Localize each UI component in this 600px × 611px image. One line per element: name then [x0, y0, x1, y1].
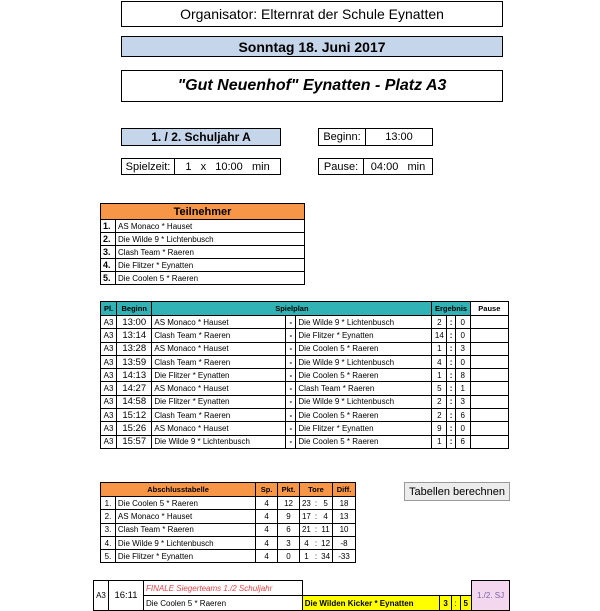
participant-row: [101, 246, 305, 259]
participant-row: [101, 259, 305, 272]
match-score-sep: :: [447, 355, 456, 368]
standings-team: Clash Team * Raeren: [115, 523, 255, 536]
participant-name: Clash Team * Raeren: [116, 246, 305, 259]
participant-row: [101, 220, 305, 233]
match-home: AS Monaco * Hauset: [152, 382, 286, 395]
final-score-sep: :: [451, 596, 460, 611]
match-dash: -: [286, 409, 296, 422]
match-goals-home: 4: [432, 355, 447, 368]
match-dash: -: [286, 329, 296, 342]
start-value-text: 13:00: [385, 131, 413, 143]
standings-rank: 5.: [101, 550, 116, 563]
match-row: [101, 435, 509, 448]
organizer-banner: [121, 1, 503, 27]
standings-goals-against: 4: [319, 510, 332, 523]
participants-title: Teilnehmer: [101, 204, 305, 220]
match-time: 15:12: [117, 409, 152, 422]
match-dash: -: [286, 342, 296, 355]
standings-goals-for: 21: [299, 523, 312, 536]
pause-label-text: Pause:: [323, 160, 359, 173]
pause-label: [318, 158, 364, 175]
match-goals-away: 8: [455, 369, 470, 382]
standings-points: 3: [278, 536, 300, 549]
standings-rank: 4.: [101, 536, 116, 549]
match-pitch: A3: [101, 382, 117, 395]
col-pkt: Pkt.: [278, 483, 300, 497]
col-pl: Pl.: [101, 302, 117, 316]
standings-diff: 18: [333, 497, 356, 510]
match-away: Die Flitzer * Eynatten: [296, 329, 432, 342]
match-pause: [470, 435, 508, 448]
start-value: [365, 128, 433, 146]
match-home: Clash Team * Raeren: [152, 409, 286, 422]
participant-name: Die Wilde 9 * Lichtenbusch: [116, 233, 305, 246]
standings-goals-against: 5: [319, 497, 332, 510]
venue-banner: [121, 70, 503, 102]
standings-team: Die Flitzer * Eynatten: [115, 550, 255, 563]
final-time: 16:11: [109, 581, 144, 611]
match-home: AS Monaco * Hauset: [152, 422, 286, 435]
match-dash: -: [286, 435, 296, 448]
date-text: Sonntag 18. Juni 2017: [238, 38, 386, 55]
match-pause: [470, 395, 508, 408]
col-ergebnis: Ergebnis: [432, 302, 470, 316]
match-pause: [470, 422, 508, 435]
match-pitch: A3: [101, 422, 117, 435]
match-goals-home: 1: [432, 342, 447, 355]
final-score-home: 3: [440, 596, 451, 611]
match-row: [101, 316, 509, 329]
match-pause: [470, 409, 508, 422]
match-away: Die Wilde 9 * Lichtenbusch: [296, 395, 432, 408]
final-note: 1./2. SJ: [472, 581, 510, 611]
match-pause: [470, 355, 508, 368]
match-goals-home: 9: [432, 422, 447, 435]
match-score-sep: :: [447, 409, 456, 422]
match-score-sep: :: [447, 342, 456, 355]
col-pause: Pause: [470, 302, 508, 316]
match-pause: [470, 382, 508, 395]
match-goals-home: 1: [432, 369, 447, 382]
standings-row: [101, 523, 356, 536]
participant-row: [101, 233, 305, 246]
match-score-sep: :: [447, 316, 456, 329]
match-dash: -: [286, 316, 296, 329]
match-row: [101, 409, 509, 422]
match-time: 14:58: [117, 395, 152, 408]
match-goals-away: 3: [455, 395, 470, 408]
col-spielplan: Spielplan: [152, 302, 432, 316]
pause-value: [363, 158, 433, 175]
match-pause: [470, 369, 508, 382]
match-goals-away: 0: [455, 316, 470, 329]
standings-team: Die Coolen 5 * Raeren: [115, 497, 255, 510]
standings-played: 4: [256, 550, 278, 563]
final-pl: A3: [94, 581, 109, 611]
calculate-tables-button[interactable]: [404, 482, 510, 501]
match-time: 15:26: [117, 422, 152, 435]
standings-goals-for: 4: [299, 536, 312, 549]
match-away: Die Coolen 5 * Raeren: [296, 369, 432, 382]
match-goals-away: 6: [455, 409, 470, 422]
standings-diff: -33: [333, 550, 356, 563]
col-sp: Sp.: [256, 483, 278, 497]
match-home: AS Monaco * Hauset: [152, 342, 286, 355]
match-pitch: A3: [101, 435, 117, 448]
playtime-label-text: Spielzeit:: [125, 160, 171, 173]
match-dash: -: [286, 382, 296, 395]
standings-diff: 10: [333, 523, 356, 536]
standings-diff: 13: [333, 510, 356, 523]
match-pause: [470, 329, 508, 342]
standings-row: [101, 510, 356, 523]
standings-table: [100, 482, 356, 563]
match-away: Die Coolen 5 * Raeren: [296, 342, 432, 355]
match-home: AS Monaco * Hauset: [152, 316, 286, 329]
match-row: [101, 342, 509, 355]
match-goals-home: 2: [432, 409, 447, 422]
venue-text: "Gut Neuenhof" Eynatten - Platz A3: [177, 77, 447, 94]
match-row: [101, 382, 509, 395]
match-pitch: A3: [101, 409, 117, 422]
standings-row: [101, 497, 356, 510]
standings-points: 6: [278, 523, 300, 536]
standings-goals-against: 34: [319, 550, 332, 563]
match-time: 15:57: [117, 435, 152, 448]
match-pitch: A3: [101, 369, 117, 382]
match-score-sep: :: [447, 369, 456, 382]
standings-diff: -8: [333, 536, 356, 549]
standings-goals-for: 23: [299, 497, 312, 510]
match-goals-away: 0: [455, 355, 470, 368]
match-away: Clash Team * Raeren: [296, 382, 432, 395]
organizer-text: Organisator: Elternrat der Schule Eynatten: [180, 6, 444, 22]
final-title: FINALE Siegerteams 1./2 Schuljahr: [144, 581, 303, 596]
standings-played: 4: [256, 536, 278, 549]
match-time: 14:13: [117, 369, 152, 382]
participant-number: 4.: [101, 259, 116, 272]
standings-row: [101, 550, 356, 563]
match-pitch: A3: [101, 316, 117, 329]
final-table: [93, 580, 510, 611]
final-away: Die Wilden Kicker * Eynatten: [302, 596, 440, 611]
match-away: Die Wilde 9 * Lichtenbusch: [296, 355, 432, 368]
standings-rank: 2.: [101, 510, 116, 523]
participant-name: Die Coolen 5 * Raeren: [116, 272, 305, 285]
match-goals-away: 3: [455, 342, 470, 355]
standings-goals-sep: :: [313, 510, 319, 523]
match-goals-home: 1: [432, 435, 447, 448]
standings-goals-sep: :: [313, 536, 319, 549]
participant-number: 3.: [101, 246, 116, 259]
match-score-sep: :: [447, 329, 456, 342]
match-time: 13:00: [117, 316, 152, 329]
match-goals-home: 2: [432, 316, 447, 329]
match-home: Die Flitzer * Eynatten: [152, 369, 286, 382]
match-away: Die Coolen 5 * Raeren: [296, 435, 432, 448]
col-tore: Tore: [299, 483, 332, 497]
match-pitch: A3: [101, 395, 117, 408]
calculate-tables-label: Tabellen berechnen: [408, 485, 506, 498]
match-pitch: A3: [101, 342, 117, 355]
match-home: Clash Team * Raeren: [152, 329, 286, 342]
standings-points: 9: [278, 510, 300, 523]
standings-played: 4: [256, 523, 278, 536]
match-goals-home: 14: [432, 329, 447, 342]
participant-name: AS Monaco * Hauset: [116, 220, 305, 233]
match-home: Die Wilde 9 * Lichtenbusch: [152, 435, 286, 448]
match-goals-away: 6: [455, 435, 470, 448]
final-home: Die Coolen 5 * Raeren: [144, 596, 303, 611]
standings-rank: 3.: [101, 523, 116, 536]
standings-goals-sep: :: [313, 550, 319, 563]
participant-number: 2.: [101, 233, 116, 246]
match-row: [101, 395, 509, 408]
match-goals-away: 0: [455, 329, 470, 342]
match-away: Die Coolen 5 * Raeren: [296, 409, 432, 422]
standings-team: AS Monaco * Hauset: [115, 510, 255, 523]
participant-row: [101, 272, 305, 285]
col-beginn: Beginn: [117, 302, 152, 316]
group-label: [121, 128, 281, 146]
match-dash: -: [286, 369, 296, 382]
participant-number: 5.: [101, 272, 116, 285]
match-pause: [470, 316, 508, 329]
group-text: 1. / 2. Schuljahr A: [151, 130, 251, 144]
playtime-value: [174, 158, 281, 175]
match-row: [101, 369, 509, 382]
playtime-label: [121, 158, 175, 175]
standings-team: Die Wilde 9 * Lichtenbusch: [115, 536, 255, 549]
match-time: 13:28: [117, 342, 152, 355]
match-pitch: A3: [101, 355, 117, 368]
match-score-sep: :: [447, 422, 456, 435]
match-goals-away: 0: [455, 422, 470, 435]
match-goals-away: 1: [455, 382, 470, 395]
col-diff: Diff.: [333, 483, 356, 497]
standings-goals-sep: :: [313, 523, 319, 536]
pause-value-text: 04:00 min: [370, 160, 426, 173]
final-score-away: 5: [460, 596, 471, 611]
match-score-sep: :: [447, 382, 456, 395]
start-label: [318, 128, 366, 146]
match-goals-home: 5: [432, 382, 447, 395]
match-away: Die Flitzer * Eynatten: [296, 422, 432, 435]
match-dash: -: [286, 395, 296, 408]
standings-played: 4: [256, 497, 278, 510]
standings-goals-for: 1: [299, 550, 312, 563]
match-row: [101, 355, 509, 368]
match-time: 14:27: [117, 382, 152, 395]
standings-goals-sep: :: [313, 497, 319, 510]
match-goals-home: 2: [432, 395, 447, 408]
match-score-sep: :: [447, 395, 456, 408]
playtime-value-text: 1 x 10:00 min: [185, 160, 270, 173]
participants-table: [100, 203, 305, 285]
match-home: Die Flitzer * Eynatten: [152, 395, 286, 408]
match-row: [101, 422, 509, 435]
match-score-sep: :: [447, 435, 456, 448]
standings-goals-against: 12: [319, 536, 332, 549]
standings-goals-against: 11: [319, 523, 332, 536]
participant-name: Die Flitzer * Eynatten: [116, 259, 305, 272]
match-away: Die Wilde 9 * Lichtenbusch: [296, 316, 432, 329]
date-banner: [121, 36, 503, 57]
match-pitch: A3: [101, 329, 117, 342]
standings-goals-for: 17: [299, 510, 312, 523]
schedule-table: [100, 301, 509, 449]
standings-row: [101, 536, 356, 549]
standings-title: Abschlusstabelle: [101, 483, 256, 497]
match-dash: -: [286, 355, 296, 368]
match-pause: [470, 342, 508, 355]
standings-played: 4: [256, 510, 278, 523]
start-label-text: Beginn:: [323, 131, 361, 143]
match-time: 13:14: [117, 329, 152, 342]
match-home: Clash Team * Raeren: [152, 355, 286, 368]
participant-number: 1.: [101, 220, 116, 233]
match-dash: -: [286, 422, 296, 435]
standings-points: 0: [278, 550, 300, 563]
standings-rank: 1.: [101, 497, 116, 510]
match-row: [101, 329, 509, 342]
match-time: 13:59: [117, 355, 152, 368]
standings-points: 12: [278, 497, 300, 510]
